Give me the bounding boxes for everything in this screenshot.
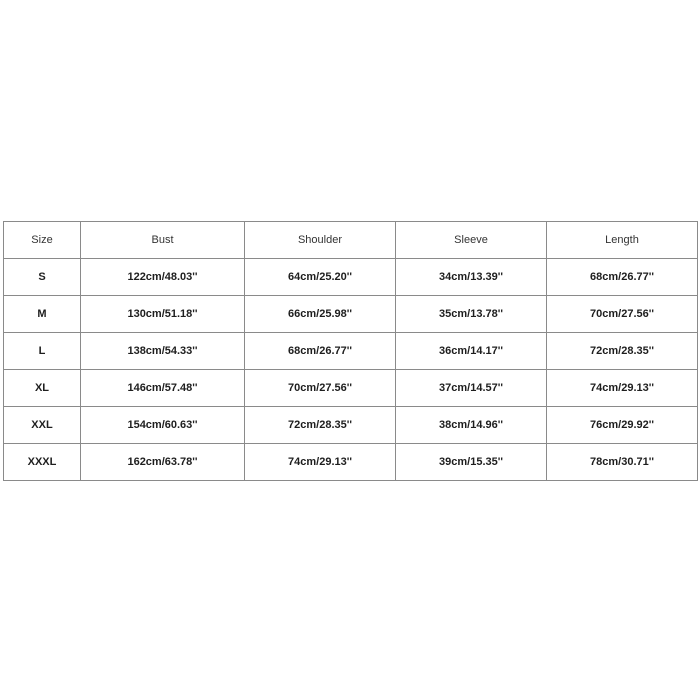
length-cell: 76cm/29.92'' <box>547 407 698 444</box>
sleeve-cell: 35cm/13.78'' <box>396 296 547 333</box>
table-row <box>4 296 698 333</box>
size-cell: XXL <box>4 407 81 444</box>
sleeve-cell: 39cm/15.35'' <box>396 444 547 481</box>
sleeve-cell: 38cm/14.96'' <box>396 407 547 444</box>
size-cell: XL <box>4 370 81 407</box>
size-cell: L <box>4 333 81 370</box>
bust-cell: 146cm/57.48'' <box>81 370 245 407</box>
bust-cell: 154cm/60.63'' <box>81 407 245 444</box>
size-cell: XXXL <box>4 444 81 481</box>
shoulder-cell: 70cm/27.56'' <box>245 370 396 407</box>
sleeve-cell: 36cm/14.17'' <box>396 333 547 370</box>
length-cell: 72cm/28.35'' <box>547 333 698 370</box>
table-row <box>4 444 698 481</box>
header-bust: Bust <box>81 222 245 259</box>
shoulder-cell: 64cm/25.20'' <box>245 259 396 296</box>
length-cell: 74cm/29.13'' <box>547 370 698 407</box>
table-row <box>4 259 698 296</box>
size-cell: M <box>4 296 81 333</box>
length-cell: 68cm/26.77'' <box>547 259 698 296</box>
header-size: Size <box>4 222 81 259</box>
table-row <box>4 407 698 444</box>
size-cell: S <box>4 259 81 296</box>
header-length: Length <box>547 222 698 259</box>
sleeve-cell: 34cm/13.39'' <box>396 259 547 296</box>
bust-cell: 138cm/54.33'' <box>81 333 245 370</box>
length-cell: 78cm/30.71'' <box>547 444 698 481</box>
header-sleeve: Sleeve <box>396 222 547 259</box>
sleeve-cell: 37cm/14.57'' <box>396 370 547 407</box>
shoulder-cell: 74cm/29.13'' <box>245 444 396 481</box>
bust-cell: 162cm/63.78'' <box>81 444 245 481</box>
header-shoulder: Shoulder <box>245 222 396 259</box>
table-row <box>4 370 698 407</box>
length-cell: 70cm/27.56'' <box>547 296 698 333</box>
shoulder-cell: 66cm/25.98'' <box>245 296 396 333</box>
bust-cell: 130cm/51.18'' <box>81 296 245 333</box>
bust-cell: 122cm/48.03'' <box>81 259 245 296</box>
shoulder-cell: 72cm/28.35'' <box>245 407 396 444</box>
table-header-row <box>4 222 698 259</box>
table-row <box>4 333 698 370</box>
size-chart-table <box>3 221 698 481</box>
shoulder-cell: 68cm/26.77'' <box>245 333 396 370</box>
